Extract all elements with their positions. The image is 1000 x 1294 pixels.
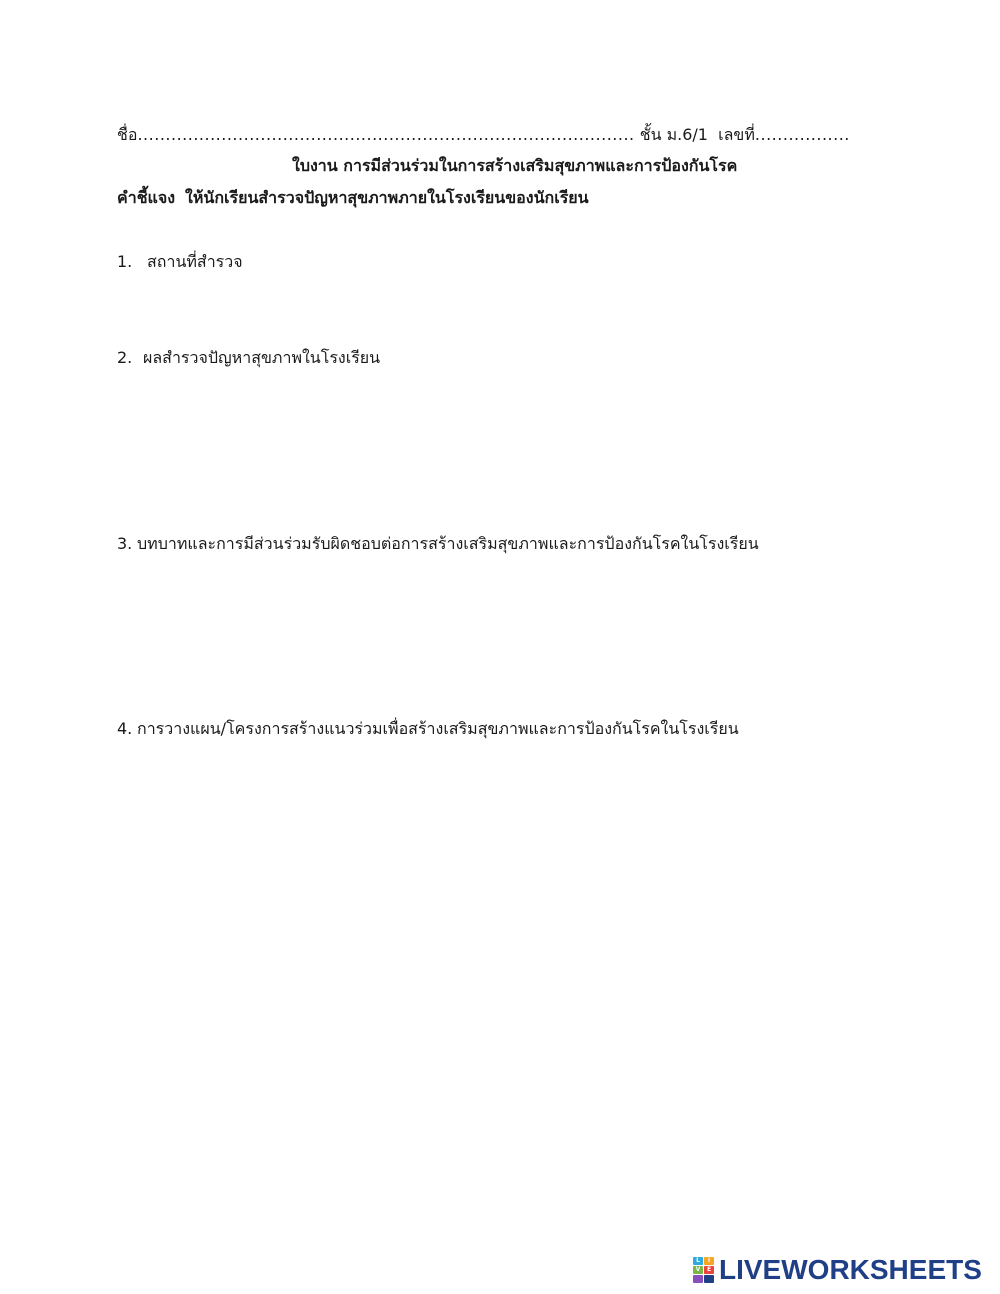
number-blank[interactable]: .................: [754, 125, 850, 144]
instructions-text: ให้นักเรียนสำรวจปัญหาสุขภาพภายในโรงเรียนของนักเรียน: [185, 188, 589, 207]
question-1: [117, 251, 243, 273]
question-number: 1.: [117, 252, 133, 271]
logo-letter: V: [693, 1266, 703, 1274]
instructions: [117, 187, 589, 209]
question-text: สถานที่สำรวจ: [147, 252, 243, 271]
logo-block: [704, 1275, 714, 1283]
question-number: 4.: [117, 719, 133, 738]
worksheet-title: ใบงาน การมีส่วนร่วมในการสร้างเสริมสุขภาพและการป้องกันโรค: [292, 156, 738, 175]
question-text: การวางแผน/โครงการสร้างแนวร่วมเพื่อสร้างเสริมสุขภาพและการป้องกันโรคในโรงเรียน: [137, 719, 739, 738]
question-3: [117, 533, 759, 555]
name-blank[interactable]: .........................................................................................: [137, 125, 635, 144]
question-number: 2.: [117, 348, 133, 367]
question-2: [117, 347, 380, 369]
student-info-line: [117, 124, 850, 146]
liveworksheets-logo: [693, 1255, 982, 1285]
question-text: บทบาทและการมีส่วนร่วมรับผิดชอบต่อการสร้างเสริมสุขภาพและการป้องกันโรคในโรงเรียน: [137, 534, 759, 553]
name-label: ชื่อ: [117, 125, 138, 144]
logo-text: LIVEWORKSHEETS: [719, 1254, 982, 1285]
logo-mark-icon: [693, 1257, 715, 1283]
instructions-label: คำชี้แจง: [117, 188, 176, 207]
logo-letter: E: [704, 1266, 714, 1274]
question-number: 3.: [117, 534, 133, 553]
logo-letter: L: [693, 1257, 703, 1265]
class-label: ชั้น ม.6/1: [639, 125, 708, 144]
logo-letter: I: [704, 1257, 714, 1265]
number-label: เลขที่: [718, 125, 755, 144]
question-text: ผลสำรวจปัญหาสุขภาพในโรงเรียน: [143, 348, 381, 367]
question-4: [117, 718, 739, 740]
logo-block: [693, 1275, 703, 1283]
